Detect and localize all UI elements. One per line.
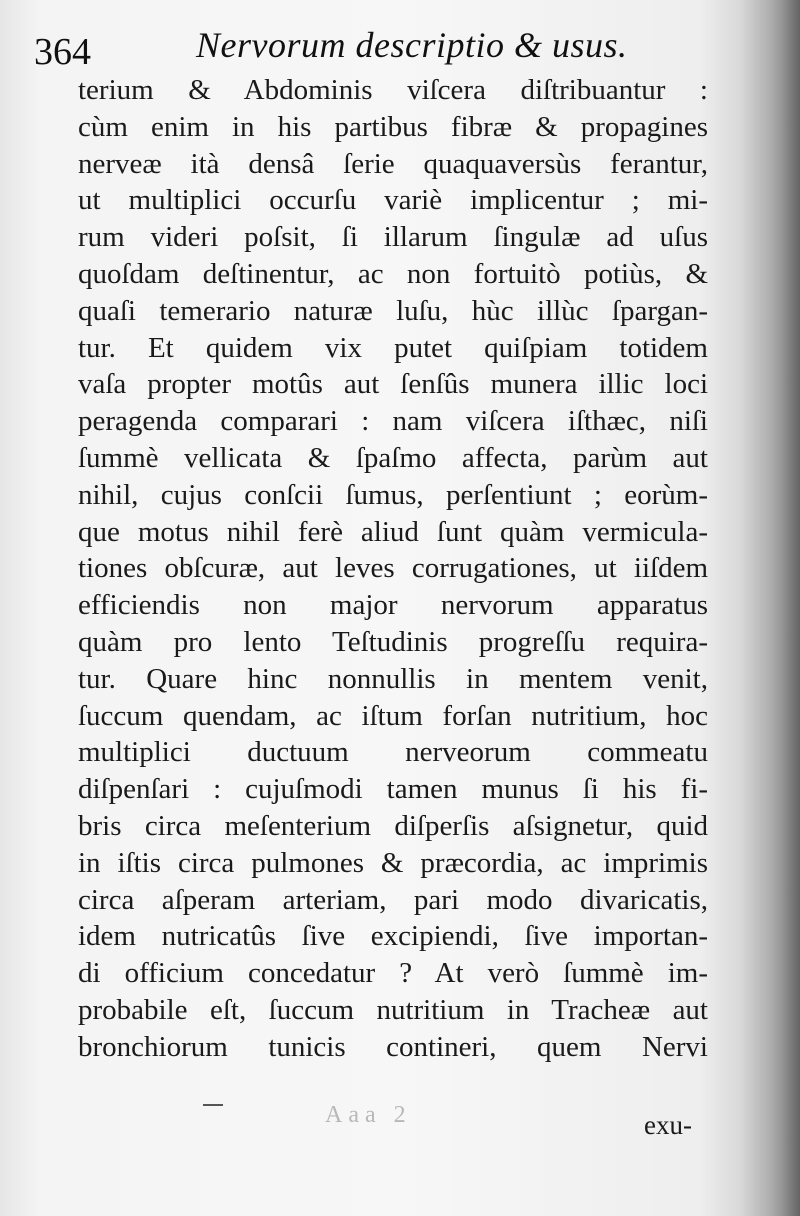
text-line: que motus nihil ferè aliud ſunt quàm vermicula-	[78, 515, 708, 548]
text-line: bronchiorum tunicis contineri, quem Nervi	[78, 1030, 708, 1063]
text-line: quàm pro lento Teſtudinis progreſſu requira-	[78, 625, 708, 658]
text-line: quoſdam deſtinentur, ac non fortuitò potiùs, &	[78, 257, 708, 290]
text-line: ut multiplici occurſu variè implicentur ; mi-	[78, 184, 708, 217]
text-line: peragenda comparari : nam viſcera iſthæc, niſi	[78, 405, 708, 438]
text-line: tiones obſcuræ, aut leves corrugationes, ut iiſdem	[78, 552, 708, 585]
text-line: ſummè vellicata & ſpaſmo affecta, parùm aut	[78, 441, 708, 474]
text-line: diſpenſari : cujuſmodi tamen munus ſi his fi-	[78, 773, 708, 806]
text-line: rum videri poſsit, ſi illarum ſingulæ ad uſus	[78, 221, 708, 254]
text-line: idem nutricatûs ſive excipiendi, ſive importan-	[78, 920, 708, 953]
signature-mark: Aaa 2	[325, 1102, 412, 1128]
page-header	[34, 14, 674, 73]
text-line: nerveæ ità densâ ſerie quaquaversùs ferantur,	[78, 147, 708, 180]
text-body	[78, 72, 708, 1066]
text-line: terium & Abdominis viſcera diſtribuantur :	[78, 74, 708, 106]
text-line: circa aſperam arteriam, pari modo divaricatis,	[78, 883, 708, 916]
spine-shadow	[740, 0, 800, 1216]
text-line: in iſtis circa pulmones & præcordia, ac imprimis	[78, 846, 708, 879]
printer-mark	[203, 1104, 223, 1106]
text-line: efficiendis non major nervorum apparatus	[78, 589, 708, 622]
text-line: bris circa meſenterium diſperſis aſsignetur, quid	[78, 809, 708, 842]
page-number: 364	[34, 31, 91, 73]
text-line: probabile eſt, ſuccum nutritium in Tracheæ aut	[78, 993, 708, 1026]
text-line: quaſi temerario naturæ luſu, hùc illùc ſpargan-	[78, 294, 708, 327]
text-line: tur. Et quidem vix putet quiſpiam totidem	[78, 331, 708, 364]
text-line: vaſa propter motûs aut ſenſûs munera illic loci	[78, 368, 708, 401]
text-line: tur. Quare hinc nonnullis in mentem venit,	[78, 662, 708, 695]
text-line: di officium concedatur ? At verò ſummè im-	[78, 957, 708, 990]
text-line: nihil, cujus conſcii ſumus, perſentiunt ; eorùm-	[78, 478, 708, 511]
running-head: Nervorum descriptio & usus.	[196, 25, 628, 65]
text-line: multiplici ductuum nerveorum commeatu	[78, 736, 708, 769]
text-line: ſuccum quendam, ac iſtum forſan nutritium, hoc	[78, 699, 708, 732]
text-line: cùm enim in his partibus fibræ & propagines	[78, 110, 708, 143]
catchword: exu-	[644, 1110, 692, 1140]
